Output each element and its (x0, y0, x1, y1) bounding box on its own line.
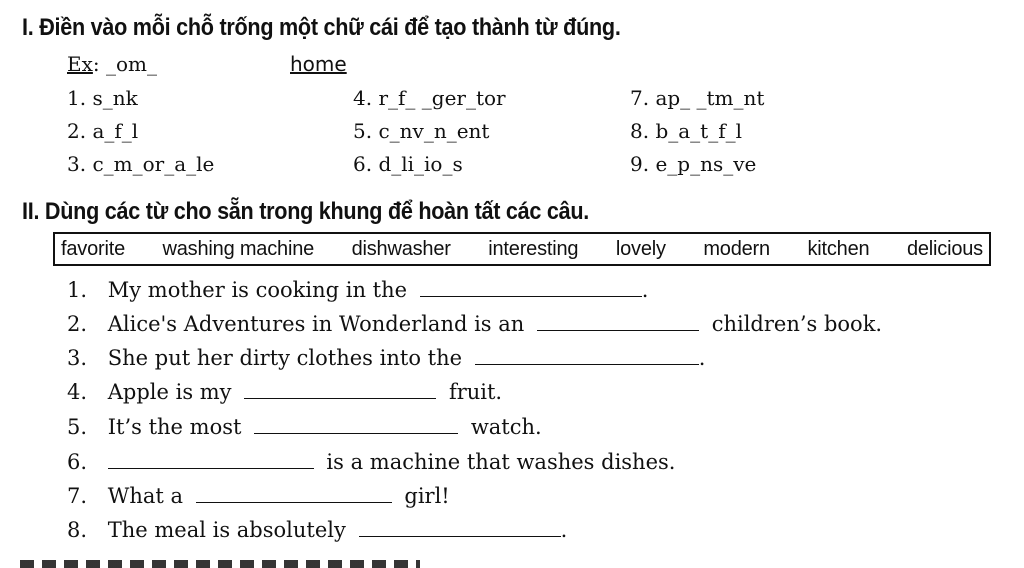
word-bank-item: modern (703, 237, 770, 260)
word-bank-box (53, 232, 991, 266)
word-puzzle-item: 2. a_f_l (67, 119, 139, 143)
sentence-row (67, 450, 675, 474)
sentence-row (67, 518, 567, 542)
sentence-after: . (641, 278, 649, 302)
sentence-row (67, 380, 502, 404)
word-bank-item: kitchen (807, 237, 870, 260)
sentence-after: fruit. (448, 380, 503, 404)
answer-blank[interactable] (196, 484, 392, 503)
sentence-after: children’s book. (711, 312, 883, 336)
example-label: Ex (67, 52, 93, 76)
sentence-after: is a machine that washes dishes. (326, 450, 676, 474)
answer-blank[interactable] (475, 346, 699, 365)
example-answer: home (290, 52, 347, 76)
word-puzzle-item: 4. r_f_ _ger_tor (353, 86, 506, 110)
word-puzzle-item: 6. d_li_io_s (353, 152, 463, 176)
sentence-row (67, 415, 542, 439)
answer-blank[interactable] (420, 278, 642, 297)
example-puzzle: _om_ (106, 52, 158, 76)
example-row (67, 52, 157, 76)
sentence-before: The meal is absolutely (107, 518, 346, 542)
word-puzzle-item: 9. e_p_ns_ve (630, 152, 757, 176)
answer-blank[interactable] (359, 518, 561, 537)
word-puzzle-item: 3. c_m_or_a_le (67, 152, 215, 176)
sentence-number: 6. (67, 450, 88, 474)
sentence-number: 1. (67, 278, 88, 302)
sentence-before: What a (107, 484, 183, 508)
sentence-number: 7. (67, 484, 88, 508)
sentence-number: 3. (67, 346, 88, 370)
sentence-number: 2. (67, 312, 88, 336)
answer-blank[interactable] (537, 312, 699, 331)
section-1-heading: I. Điền vào mỗi chỗ trống một chữ cái để tạo thành từ đúng. (22, 14, 621, 41)
sentence-number: 4. (67, 380, 88, 404)
sentence-after: . (560, 518, 568, 542)
sentence-before: Apple is my (107, 380, 232, 404)
answer-blank[interactable] (108, 450, 314, 469)
sentence-row (67, 278, 648, 302)
next-section-cutoff (20, 560, 440, 568)
sentence-before: Alice's Adventures in Wonderland is an (107, 312, 525, 336)
sentence-number: 5. (67, 415, 88, 439)
word-bank-item: dishwasher (351, 237, 451, 260)
word-bank-item: lovely (615, 237, 666, 260)
word-bank-item: washing machine (162, 237, 315, 260)
sentence-row (67, 346, 705, 370)
sentence-before: My mother is cooking in the (107, 278, 408, 302)
word-bank-item: delicious (906, 237, 983, 260)
sentence-after: watch. (470, 415, 542, 439)
cutoff-strip (20, 560, 420, 568)
word-bank-item: favorite (61, 237, 125, 260)
word-puzzle-item: 5. c_nv_n_ent (353, 119, 490, 143)
section-2-heading: II. Dùng các từ cho sẵn trong khung để hoàn tất các câu. (22, 198, 590, 225)
sentence-after: . (698, 346, 706, 370)
word-puzzle-item: 1. s_nk (67, 86, 138, 110)
sentence-after: girl! (404, 484, 450, 508)
word-puzzle-item: 7. ap_ _tm_nt (630, 86, 765, 110)
word-bank-item: interesting (488, 237, 579, 260)
sentence-before: She put her dirty clothes into the (107, 346, 463, 370)
answer-blank[interactable] (254, 415, 458, 434)
word-puzzle-item: 8. b_a_t_f_l (630, 119, 743, 143)
answer-blank[interactable] (244, 380, 436, 399)
sentence-row (67, 312, 882, 336)
sentence-number: 8. (67, 518, 88, 542)
example-colon: : (92, 52, 100, 76)
sentence-row (67, 484, 450, 508)
sentence-before: It’s the most (107, 415, 242, 439)
